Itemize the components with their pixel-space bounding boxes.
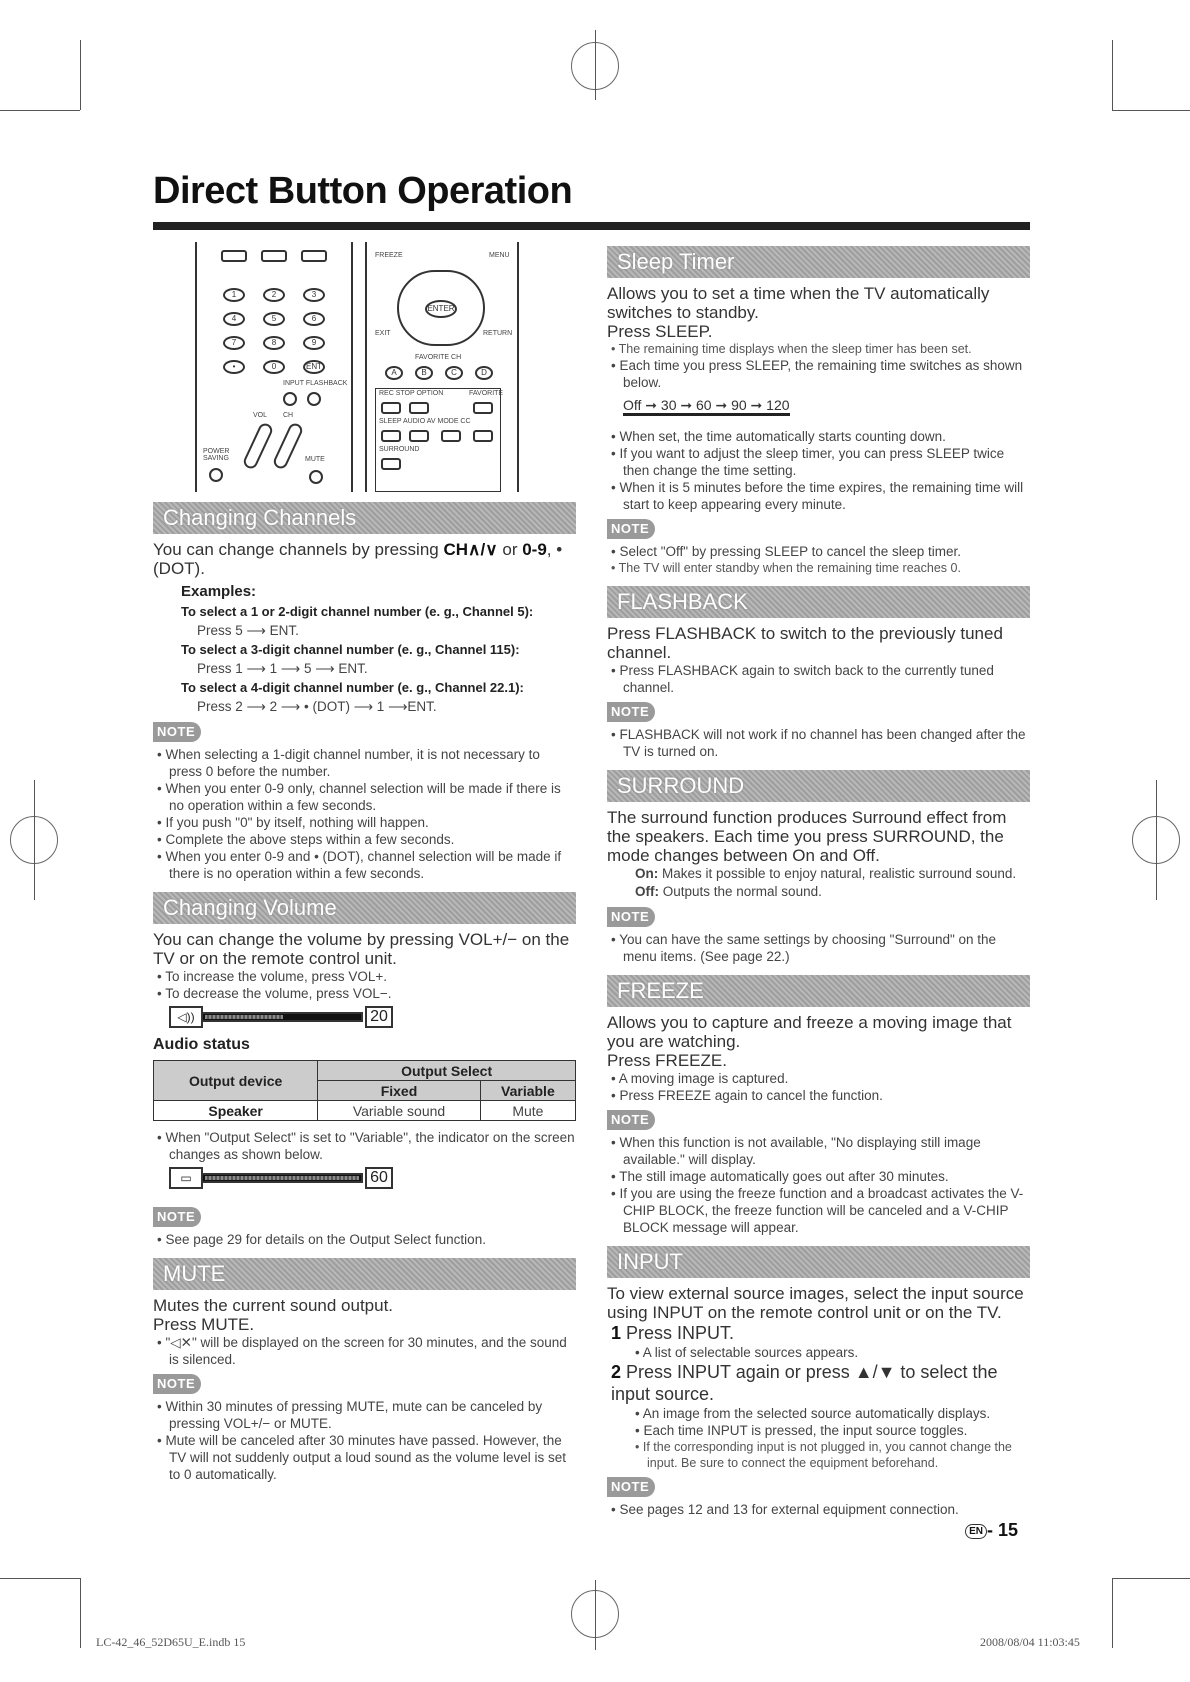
- crop-mark: [0, 110, 80, 111]
- section-heading-mute: MUTE: [153, 1258, 576, 1290]
- volume-fill: [205, 1015, 283, 1019]
- crop-mark: [80, 1578, 81, 1648]
- input-step-1-bullet: • A list of selectable sources appears.: [607, 1344, 1030, 1361]
- button-b: B: [415, 366, 433, 380]
- crop-mark: [1156, 780, 1157, 900]
- input-step-1-text: Press INPUT.: [626, 1323, 735, 1343]
- footer-date: 2008/08/04 11:03:45: [980, 1635, 1080, 1649]
- sleep-sequence: [607, 397, 1030, 414]
- favorite-ch-label: FAVORITE CH: [415, 354, 462, 361]
- crop-mark: [1112, 1578, 1113, 1648]
- rec-stop-label: REC STOP OPTION: [379, 390, 444, 397]
- crop-mark: [80, 40, 81, 110]
- flashback-label: FLASHBACK: [305, 380, 348, 387]
- input-step-2-bullet-1: • An image from the selected source automatically displays.: [607, 1405, 1030, 1422]
- dot-button: •: [223, 360, 245, 374]
- step-number-1: 1: [611, 1323, 622, 1343]
- ch-button-4: 4: [223, 312, 245, 326]
- section-heading-sleep-timer: Sleep Timer: [607, 246, 1030, 278]
- volume-track: [203, 1012, 363, 1022]
- remote-illustration: [153, 242, 576, 494]
- audio-status-title: Audio status: [153, 1036, 250, 1053]
- volume-note-1: • See page 29 for details on the Output Select function.: [153, 1231, 576, 1248]
- page-title: Direct Button Operation: [153, 170, 573, 212]
- freeze-bullet-2: • Press FREEZE again to cancel the function.: [607, 1087, 1030, 1104]
- channels-note-4: • Complete the above steps within a few seconds.: [153, 831, 576, 848]
- surround-off-text: Outputs the normal sound.: [659, 884, 822, 899]
- input-label: INPUT: [283, 380, 304, 387]
- section-heading-freeze: FREEZE: [607, 975, 1030, 1007]
- sleep-bullet-5: • When it is 5 minutes before the time expires, the remaining time will start to keep appearing every minute.: [607, 479, 1030, 513]
- exit-label: EXIT: [375, 330, 391, 337]
- menu-label: MENU: [489, 252, 510, 259]
- audio-status-table: [153, 1060, 576, 1121]
- ch-button-8: 8: [263, 336, 285, 350]
- crop-mark: [1112, 110, 1190, 111]
- section-heading-changing-channels: Changing Channels: [153, 502, 576, 534]
- freeze-intro: Allows you to capture and freeze a moving image that you are watching.: [607, 1013, 1012, 1051]
- cc-button: [473, 430, 493, 442]
- crop-mark: [34, 780, 35, 900]
- th-variable: Variable: [480, 1081, 575, 1101]
- rewind-icon: [221, 250, 247, 262]
- surround-off-label: Off:: [635, 884, 659, 899]
- step-number-2: 2: [611, 1362, 622, 1382]
- audio-button: [409, 430, 429, 442]
- freeze-note-1: • When this function is not available, "No displaying still image available." will display.: [607, 1134, 1030, 1168]
- surround-intro: The surround function produces Surround effect from the speakers. Each time you press SURROUND, the mode changes between On and Off.: [607, 808, 1007, 865]
- right-column: [607, 246, 1030, 1518]
- surround-off: [607, 883, 1030, 901]
- surround-on-label: On:: [635, 866, 659, 881]
- button-d: D: [475, 366, 493, 380]
- ch-button-9: 9: [303, 336, 325, 350]
- section-heading-flashback: FLASHBACK: [607, 586, 1030, 618]
- sleep-press: Press SLEEP.: [607, 322, 713, 341]
- section-heading-surround: SURROUND: [607, 770, 1030, 802]
- option-button: [409, 402, 429, 414]
- button-c: C: [445, 366, 463, 380]
- variable-indicator: [169, 1167, 576, 1189]
- flashback-intro: Press FLASHBACK to switch to the previously tuned channel.: [607, 624, 1003, 662]
- surround-note-1: • You can have the same settings by choosing "Surround" on the menu items. (See page 22.): [607, 931, 1030, 965]
- favorite-label: FAVORITE: [469, 390, 504, 397]
- variable-track: [203, 1173, 363, 1183]
- sleep-button: [381, 430, 401, 442]
- channels-intro-c: or: [497, 540, 523, 559]
- surround-on: [607, 865, 1030, 883]
- button-a: A: [385, 366, 403, 380]
- power-saving-label: POWER SAVING: [203, 448, 230, 462]
- left-column: [153, 242, 576, 1483]
- channels-intro-a: You can change channels by pressing: [153, 540, 444, 559]
- surround-button: [381, 458, 401, 470]
- crop-mark: [1112, 1578, 1190, 1579]
- av-mode-button: [441, 430, 461, 442]
- note-badge: NOTE: [607, 702, 655, 722]
- crop-mark: [595, 30, 596, 100]
- ent-button: ENT: [303, 360, 325, 374]
- freeze-bullet-1: • A moving image is captured.: [607, 1070, 1030, 1087]
- crop-mark: [0, 1578, 80, 1579]
- mute-note-2: • Mute will be canceled after 30 minutes have passed. However, the TV will not suddenly output a loud sound as the volume level is set to 0 automatically.: [153, 1432, 576, 1483]
- note-badge: NOTE: [153, 1374, 201, 1394]
- channels-note-2: • When you enter 0-9 only, channel selection will be made if there is no operation within a few seconds.: [153, 780, 576, 814]
- input-step-2-bullet-2: • Each time INPUT is pressed, the input source toggles.: [607, 1422, 1030, 1439]
- sleep-sequence-text: Off ➞ 30 ➞ 60 ➞ 90 ➞ 120: [623, 397, 790, 416]
- ch-button-2: 2: [263, 288, 285, 302]
- volume-indicator: [169, 1006, 576, 1028]
- flashback-bullet-1: • Press FLASHBACK again to switch back to the currently tuned channel.: [607, 662, 1030, 696]
- variable-value: 60: [365, 1167, 393, 1189]
- td-variable: Mute: [480, 1101, 575, 1121]
- channels-intro-b: CH∧/∨: [443, 540, 498, 559]
- note-badge: NOTE: [607, 519, 655, 539]
- example-2-steps: Press 1 ⟶ 1 ⟶ 5 ⟶ ENT.: [197, 661, 368, 676]
- note-badge: NOTE: [153, 722, 201, 742]
- freeze-note-3: • If you are using the freeze function and a broadcast activates the V-CHIP BLOCK, the freeze function will be canceled and a V-CHIP BLOCK message will appear.: [607, 1185, 1030, 1236]
- note-badge: NOTE: [607, 1110, 655, 1130]
- vol-label: VOL: [253, 412, 268, 419]
- note-badge: NOTE: [607, 907, 655, 927]
- variable-fill: [205, 1176, 359, 1180]
- sleep-bullet-1: • The remaining time displays when the sleep timer has been set.: [607, 341, 1030, 357]
- volume-value: 20: [365, 1006, 393, 1028]
- channels-intro-e: , • (DOT).: [153, 540, 563, 578]
- td-fixed: Variable sound: [318, 1101, 481, 1121]
- volume-bullet-decrease: • To decrease the volume, press VOL−.: [153, 985, 576, 1002]
- flashback-button: [307, 392, 321, 406]
- mute-label: MUTE: [305, 456, 325, 463]
- example-1-steps: Press 5 ⟶ ENT.: [197, 623, 299, 638]
- surround-on-text: Makes it possible to enjoy natural, realistic surround sound.: [658, 866, 1017, 881]
- page-number-text: - 15: [986, 1520, 1018, 1540]
- view-mode-icon: [301, 250, 327, 262]
- mute-note-1: • Within 30 minutes of pressing MUTE, mute can be canceled by pressing VOL+/− or MUTE.: [153, 1398, 576, 1432]
- th-output-device: Output device: [154, 1061, 318, 1101]
- channels-intro: [153, 540, 576, 578]
- surround-label: SURROUND: [379, 446, 420, 453]
- sleep-bullet-3: • When set, the time automatically starts counting down.: [607, 428, 1030, 445]
- sleep-note-1: • Select "Off" by pressing SLEEP to cancel the sleep timer.: [607, 543, 1030, 560]
- mute-intro: Mutes the current sound output.: [153, 1296, 394, 1315]
- ch-button-5: 5: [263, 312, 285, 326]
- td-speaker: Speaker: [154, 1101, 318, 1121]
- freeze-label: FREEZE: [375, 252, 403, 259]
- output-select-bullet: • When "Output Select" is set to "Variable", the indicator on the screen changes as shown below.: [153, 1129, 576, 1163]
- sleep-intro: Allows you to set a time when the TV automatically switches to standby.: [607, 284, 990, 322]
- title-rule: [153, 222, 1030, 230]
- speaker-icon: ◁)): [169, 1006, 203, 1028]
- th-output-select: Output Select: [318, 1061, 576, 1081]
- channels-note-1: • When selecting a 1-digit channel number, it is not necessary to press 0 before the number.: [153, 746, 576, 780]
- footer-filename: LC-42_46_52D65U_E.indb 15: [96, 1635, 246, 1649]
- forward-icon: [261, 250, 287, 262]
- channels-note-3: • If you push "0" by itself, nothing will happen.: [153, 814, 576, 831]
- th-fixed: Fixed: [318, 1081, 481, 1101]
- example-3-title: To select a 4-digit channel number (e. g., Channel 22.1):: [181, 680, 524, 695]
- enter-button: ENTER: [425, 300, 457, 318]
- sleep-bullet-2: • Each time you press SLEEP, the remaining time switches as shown below.: [607, 357, 1030, 391]
- ch-button-1: 1: [223, 288, 245, 302]
- freeze-press: Press FREEZE.: [607, 1051, 727, 1070]
- example-1-title: To select a 1 or 2-digit channel number (e. g., Channel 5):: [181, 604, 534, 619]
- example-3-steps: Press 2 ⟶ 2 ⟶ • (DOT) ⟶ 1 ⟶ENT.: [197, 699, 437, 714]
- input-step-2: [607, 1361, 1030, 1405]
- freeze-note-2: • The still image automatically goes out after 30 minutes.: [607, 1168, 1030, 1185]
- rec-stop-button: [381, 402, 401, 414]
- ch-button-0: 0: [263, 360, 285, 374]
- sleep-note-2: • The TV will enter standby when the remaining time reaches 0.: [607, 560, 1030, 576]
- crop-mark: [1112, 40, 1113, 110]
- note-badge: NOTE: [153, 1207, 201, 1227]
- volume-bullet-increase: • To increase the volume, press VOL+.: [153, 968, 576, 985]
- input-flashback-label: [283, 380, 347, 387]
- input-step-2-bullet-3: • If the corresponding input is not plugged in, you cannot change the input. Be sure to connect the equipment beforehand.: [607, 1439, 1030, 1471]
- ch-label: CH: [283, 412, 294, 419]
- examples-heading: Examples:: [181, 583, 257, 600]
- favorite-button: [473, 402, 493, 414]
- sleep-bullet-4: • If you want to adjust the sleep timer, you can press SLEEP twice then change the time setting.: [607, 445, 1030, 479]
- input-step-2-text: Press INPUT again or press ▲/▼ to select the input source.: [611, 1362, 998, 1404]
- ch-button-3: 3: [303, 288, 325, 302]
- channels-note-5: • When you enter 0-9 and • (DOT), channel selection will be made if there is no operation within a few seconds.: [153, 848, 576, 882]
- section-heading-changing-volume: Changing Volume: [153, 892, 576, 924]
- section-heading-input: INPUT: [607, 1246, 1030, 1278]
- mute-press: Press MUTE.: [153, 1315, 255, 1334]
- input-intro: To view external source images, select the input source using INPUT on the remote control unit or on the TV.: [607, 1284, 1024, 1322]
- input-note-1: • See pages 12 and 13 for external equipment connection.: [607, 1501, 1030, 1518]
- example-2-title: To select a 3-digit channel number (e. g., Channel 115):: [181, 642, 520, 657]
- input-button: [283, 392, 297, 406]
- flashback-note-1: • FLASHBACK will not work if no channel has been changed after the TV is turned on.: [607, 726, 1030, 760]
- variable-icon: ▭: [169, 1167, 203, 1189]
- input-step-1: [607, 1322, 1030, 1344]
- page-number: [965, 1520, 1018, 1541]
- power-saving-button: [209, 468, 223, 482]
- crop-mark: [595, 1580, 596, 1650]
- return-label: RETURN: [483, 330, 513, 337]
- note-badge: NOTE: [607, 1477, 655, 1497]
- ch-button-7: 7: [223, 336, 245, 350]
- lang-badge: EN: [965, 1524, 987, 1539]
- channels-intro-d: 0-9: [522, 540, 547, 559]
- mute-button: [309, 470, 323, 484]
- volume-intro: You can change the volume by pressing VOL+/− on the TV or on the remote control unit.: [153, 930, 570, 968]
- ch-button-6: 6: [303, 312, 325, 326]
- sleep-row-label: SLEEP AUDIO AV MODE CC: [379, 418, 471, 425]
- mute-bullet-1: • "◁✕" will be displayed on the screen for 30 minutes, and the sound is silenced.: [153, 1334, 576, 1368]
